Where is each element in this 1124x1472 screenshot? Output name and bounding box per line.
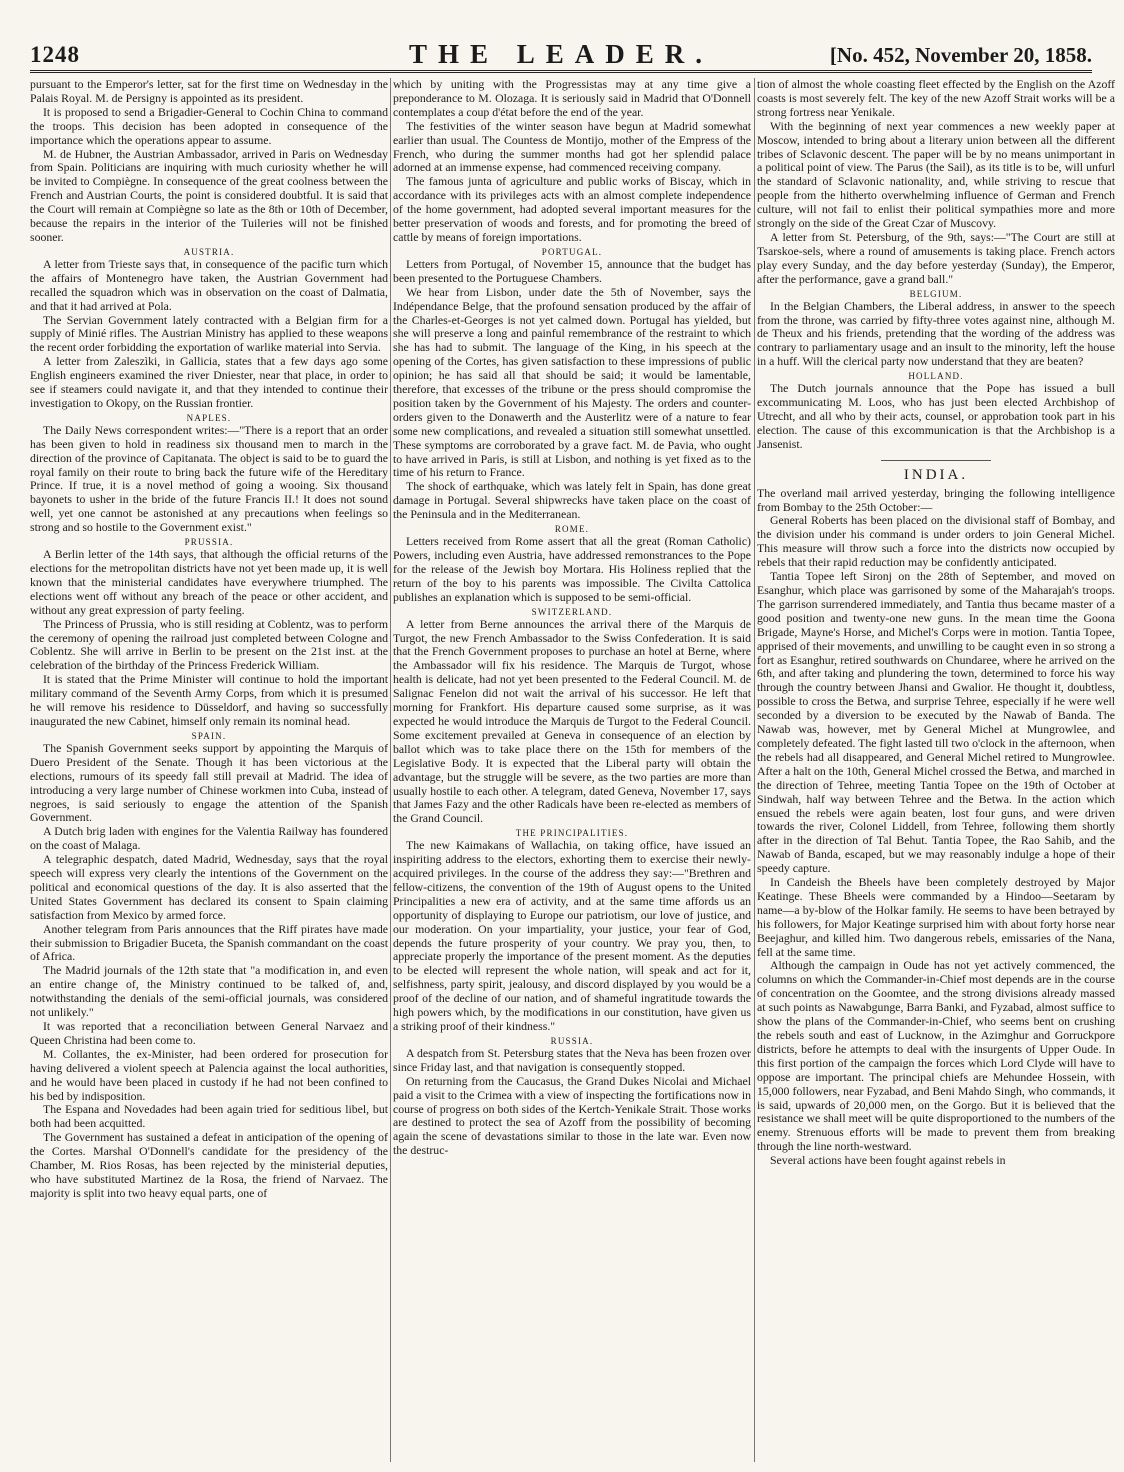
article-paragraph: Another telegram from Paris announces that the Riff pirates have made their submission to Brigadier Buceta, the Spanish commandant on the coast of Africa. [30,921,388,964]
article-paragraph: Several actions have been fought against rebels in [770,1153,1006,1168]
column-rule [754,78,755,1462]
article-paragraph: The Government has sustained a defeat in anticipation of the opening of the Cortes. Marshal O'Donnell's candidate for the presidency of the Chamber, M. Rios Rosas, has been rejected by the ministerial deputies, who have substituted Martinez de la Rosa, the friend of Narvaez. The majority is split into two heavy equal parts, one of [30,1130,388,1200]
section-heading: HOLLAND. [908,371,964,382]
section-heading: AUSTRIA. [183,246,235,257]
column-2 [393,78,751,1462]
page-number: 1248 [30,42,80,67]
article-paragraph: A telegraphic despatch, dated Madrid, Wednesday, says that the royal speech will express very clearly the intentions of the Government on the political and economical questions of the day. It is also asserted that the United States Government has declared its consent to Spain claiming satisfaction from Mexico by armed force. [30,852,388,922]
column-3 [757,78,1115,1462]
paper-title: THE LEADER. [408,39,714,69]
article-paragraph: The Dutch journals announce that the Pope has issued a bull excommunicating M. Loos, who has just been elected Archbishop of Utrecht, and all who by their acts, counsel, or approbation took part in his election. The cause of this excommunication is that the Archbishop is a Jansenist. [757,381,1115,451]
section-divider [881,460,991,461]
article-paragraph: The shock of earthquake, which was lately felt in Spain, has done great damage in Portugal. Several shipwrecks have taken place on the coast of the Peninsula and in the Mediterranean. [393,479,751,522]
article-paragraph: Tantia Topee left Sironj on the 28th of September, and moved on Esanghur, which place was garrisoned by some of the Maharajah's troops. The garrison surrendered immediately, and Tantia thus became master of a good position and twenty-one new guns. In the mean time the Goona Brigade, Mayne's Horse, and Michel's Corps were in motion. Tantia Topee, apprised of their movements, and unwilling to be caught even in so strong a fort as Esanghur, retired southwards on Chundaree, where he arrived on the 6th, and after taking and plundering the town, determined to force his way through the country between Jhansi and Gwalior. He thought it, doubtless, possible to cross the Betwa, and surprise Tehree, especially if he were well seconded by a diversion to be executed by the Nawab of Banda. The Nawab was, however, met by General Michel at Mungrowlee, and completely defeated. The fight lasted till two o'clock in the afternoon, when the rebels had all disappeared, and General Michel retired to Mungrowlee. After a halt on the 10th, General Michel crossed the Betwa, and marched in the direction of Tehree, meeting Tantia Topee on the 19th of October at Sindwah, half way between Tehree and the Betwa. In the action which ensued the rebels were again beaten, lost four guns, and were driven towards the river, Colonel Liddell, from Tehree, following them shortly after in the direction of Tal Behut. Tantia Topee, the Rao Sahib, and the Nawab of Banda, escaped, but we may reasonably indulge a hope of their speedy capture. [757,569,1115,876]
article-paragraph: The festivities of the winter season have begun at Madrid somewhat earlier than usual. The Countess de Montijo, mother of the Empress of the French, who during the summer months had got her splendid palace adorned at an immense expense, had commenced receiving company. [393,118,751,175]
section-heading: BELGIUM. [909,288,963,299]
masthead [30,40,1092,73]
article-paragraph: Although the campaign in Oude has not yet actively commenced, the columns on which the Commander-in-Chief most depends are in the course of concentration on the Goomtee, and the strong divisions already massed at such points as Nawabgunge, Barra Banki, and Fyzabad, almost suffice to show the plans of the Commander-in-Chief, who seems bent on crushing the rebels south and east of Lucknow, in the Azimghur and Gorruckpore districts, before he attempts to deal with the insurgents of Upper Oude. In this first portion of the campaign the forces which Lord Clyde will have to oppose are important. The principal chiefs are Mehundee Hossein, with 15,000 followers, near Fyzabad, and Beni Mahdo Singh, who commands, it is said, upwards of 20,000 men, on the Gorgo. But it is believed that the resistance we shall meet will be quite disproportioned to the numbers of the enemy. Strenuous efforts will be made to prevent them from breaking through the line north-westward. [757,958,1115,1154]
article-paragraph: A despatch from St. Petersburg states that the Neva has been frozen over since Friday last, and that navigation is consequently stopped. [393,1045,751,1074]
section-title: INDIA. [903,466,969,483]
column-1 [30,78,388,1462]
article-paragraph: A letter from Zaleszìki, in Gallicia, states that a few days ago some English engineers examined the river Dniester, near that place, in order to see if steamers could navigate it, and that they intended to continue their investigation to Okopy, on the Russian frontier. [30,354,388,410]
section-heading: THE PRINCIPALITIES. [515,828,629,839]
column-rule [390,78,391,1462]
article-paragraph: Letters received from Rome assert that all the great (Roman Catholic) Powers, including even Austria, have addressed remonstrances to the Pope for the release of the Jewish boy Mortara. His Holiness replied that the return of the boy to his parents was impossible. The Civilta Cattolica publishes an explanation which is supposed to be semi-official. [393,534,751,604]
article-paragraph: which by uniting with the Progressistas may at any time give a preponderance to M. Olozaga. It is seriously said in Madrid that O'Donnell contemplates a coup d'état before the end of the year. [393,78,751,119]
article-paragraph: tion of almost the whole coasting fleet effected by the English on the Azoff coasts is most severely felt. The key of the new Azoff Strait works will be a strong fortress near Yenikale. [757,78,1115,119]
article-paragraph: pursuant to the Emperor's letter, sat for the first time on Wednesday in the Palais Royal. M. de Persigny is appointed as its president. [30,78,388,105]
section-heading: SPAIN. [191,730,227,741]
article-paragraph: We hear from Lisbon, under date the 5th of November, says the Indépendance Belge, that the profound sensation produced by the affair of the Charles-et-Georges is not yet calmed down. Portugal has yielded, but she will preserve a long and painful remembrance of the restraint to which she has had to submit. The language of the King, in his speech at the opening of the Cortes, has given satisfaction to these impressions of public opinion; he has said all that should be said; it would be lamentable, therefore, that excesses of the tribune or the press should compromise the position taken by the Government of his Majesty. The orders and counter-orders given to the Donawerth and the Austerlitz were of a nature to fear some new complications, and revealed a situation still somewhat unsettled. These symptoms are corroborated by a grave fact. M. de Pavia, who ought to have arrived in Paris, is still at Lisbon, and nothing is yet fixed as to the time of his return to France. [393,284,751,480]
article-paragraph: The famous junta of agriculture and public works of Biscay, which in accordance with its privileges acts with an almost complete independence of the home government, had adopted several important measures for the better preservation of woods and forests, and for promoting the breed of cattle by means of foreign importations. [393,174,751,244]
section-heading: PRUSSIA. [184,537,234,548]
article-paragraph: It was reported that a reconciliation between General Narvaez and Queen Christina had been come to. [30,1019,388,1047]
section-heading: RUSSIA. [550,1035,594,1046]
article-paragraph: A Dutch brig laden with engines for the Valentia Railway has foundered on the coast of Malaga. [30,824,388,853]
article-paragraph: The Servian Government lately contracted with a Belgian firm for a supply of Minié rifles. The Austrian Ministry has applied to these weapons the recent order forbidding the exportation of warlike material into Servia. [30,312,388,355]
article-paragraph: On returning from the Caucasus, the Grand Dukes Nicolai and Michael paid a visit to the Crimea with a view of inspecting the fortifications now in course of progress on both sides of the Kertch-Yenikale Strait. Those works are destined to protect the sea of Azoff from the possibility of becoming again the scene of devastations similar to those in the late war. Even now the destruc- [393,1073,751,1158]
article-paragraph: With the beginning of next year commences a new weekly paper at Moscow, intended to bring about a literary union between all the different tribes of Sclavonic descent. The paper will be by no means unimportant in a political point of view. The Parus (the Sail), as its title is to be, will unfurl the standard of Sclavonic nationality, and, while striving to rescue that people from the hitherto overwhelming influence of German and French culture, will not fail to enlist their political sympathies more and more strongly on the side of the Great Czar of Muscovy. [757,118,1115,231]
article-paragraph: It is proposed to send a Brigadier-General to Cochin China to command the troops. This decision has been adopted in consequence of the importance which the operations appear to assume. [30,104,388,147]
article-paragraph: It is stated that the Prime Minister will continue to hold the important military command of the Seventh Army Corps, from which it is presumed he will remove his residence to Düsseldorf, and having so successfully inaugurated the new Cabinet, himself only remain its nominal head. [30,672,388,728]
article-paragraph: The overland mail arrived yesterday, bringing the following intelligence from Bombay to the 25th October:— [757,485,1115,514]
article-paragraph: A letter from St. Petersburg, of the 9th, says:—"The Court are still at Tsarskoe-sels, where a round of amusements is taking place. French actors play every Sunday, and the day before yesterday (Sunday), the Emperor, after the performance, gave a grand ball." [757,229,1115,286]
section-heading: PORTUGAL. [541,246,603,257]
section-heading: ROME. [554,524,590,535]
issue-line: [No. 452, November 20, 1858. [829,43,1092,67]
article-paragraph: The new Kaimakans of Wallachia, on taking office, have issued an inspiriting address to the electors, exhorting them to exercise their newly-acquired privileges. In the course of the address they say:—"Brethren and fellow-citizens, the convention of the 19th of August opens to the United Principalities a new era of activity, and at the same time affords us an opportunity of displaying to Europe our patriotism, our love of justice, and our moderation. On your impartiality, your justice, your fear of God, depends the future prosperity of your country. We pray you, then, to appreciate properly the importance of the present moment. As the deputies to be elected will represent the whole nation, will speak and act for it, selfishness, party spirit, jealousy, and discord displayed by you would be a proof of the decline of our nation, and of shameful ingratitude towards the high powers which, by the modifications in our constitution, have given us a striking proof of their kindness." [393,838,751,1033]
article-paragraph: General Roberts has been placed on the divisional staff of Bombay, and the division under his command is under orders to join General Michel. This measure will throw such a force into the districts now occupied by rebels that their rapid reduction may be confidently anticipated. [757,513,1115,570]
article-paragraph: In Candeish the Bheels have been completely destroyed by Major Keatinge. These Bheels were commanded by a Hindoo—Seetaram by name—a by-blow of the Holkar family. He seems to have been betrayed by his followers, for Major Keatinge surprised him with about forty horse near Beejaghur, and killed him. Two dangerous rebels, emissaries of the Nana, fell at the same time. [757,875,1115,959]
section-heading: SWITZERLAND. [531,606,613,617]
article-paragraph: A letter from Berne announces the arrival there of the Marquis de Turgot, the new French Ambassador to the Swiss Confederation. It is said that the French Government proposes to purchase an hotel at Berne, where the Ambassador will fix his residence. The Marquis de Turgot, whose health is delicate, had not yet been presented to the Federal Council. M. de Salignac Fenelon did not wait the arrival of his successor. He left that morning for Frankfort. His departure caused some surprise, as it was expected he would introduce the Marquis de Turgot to the Federal Council. Some excitement prevailed at Geneva in consequence of an election by ballot which was to take place there on the 15th for members of the Legislative Body. It is expected that the Liberal party will obtain the advantage, but the struggle will be severe, as the two parties are more than usually hostile to each other. A telegram, dated Geneva, November 17, says that James Fazy and the other Radicals have been re-elected as members of the Grand Council. [393,616,751,826]
article-paragraph: A Berlin letter of the 14th says, that although the official returns of the elections for the metropolitan districts have not yet been made up, it is well known that the ministerial candidates have everywhere triumphed. The elections went off without any breach of the peace or other accident, and without any great expression of party feeling. [30,547,388,617]
article-paragraph: A letter from Trieste says that, in consequence of the pacific turn which the affairs of Montenegro have taken, the Austrian Government had recalled the squadron which was in observation on the coast of Dalmatia, and that it had arrived at Pola. [30,256,388,313]
article-paragraph: Letters from Portugal, of November 15, announce that the budget has been presented to the Portuguese Chambers. [393,256,751,285]
article-paragraph: M. de Hubner, the Austrian Ambassador, arrived in Paris on Wednesday from Spain. Politicians are inquiring with much curiosity whether he will be invited to Compiègne. In consequence of the great coolness between the French and Austrian Courts, the point is considered doubtful. It is said that the Court will remain at Compiègne so late as the 8th or 10th of December, because the repairs in the interior of the Tuileries will not be finished sooner. [30,146,388,244]
article-paragraph: The Princess of Prussia, who is still residing at Coblentz, was to perform the ceremony of opening the railroad just completed between Cologne and Coblentz. She will arrive in Berlin to be present on the 21st inst. at the celebration of the birthday of the Princess Frederick William. [30,616,388,673]
article-paragraph: The Madrid journals of the 12th state that "a modification in, and even an entire change of, the Ministry continued to be talked of, and, notwithstanding the denials of the semi-official journals, was considered not unlikely." [30,963,388,1020]
article-paragraph: In the Belgian Chambers, the Liberal address, in answer to the speech from the throne, was carried by fifty-three votes against nine, although M. de Theux and his friends, pretending that the wording of the address was contrary to parliamentary usage and an insult to the minority, left the house in a huff. Will the clerical party now understand that they are beaten? [757,298,1115,369]
section-heading: NAPLES. [186,412,232,423]
article-paragraph: The Spanish Government seeks support by appointing the Marquis of Duero President of the Senate. Though it has been victorious at the elections, rumours of its speedy fall still prevail at Madrid. The idea of introducing a very large number of Chinese workmen into Cuba, instead of negroes, is said seriously to engage the attention of the Spanish Government. [30,740,388,825]
article-paragraph: M. Collantes, the ex-Minister, had been ordered for prosecution for having delivered a violent speech at Palencia against the local authorities, and he would have been placed in custody if he had not been confined to his bed by indisposition. [30,1046,388,1103]
article-paragraph: The Daily News correspondent writes:—"There is a report that an order has been given to hold in readiness six thousand men to march in the direction of the province of Capitanata. The object is said to be to guard the royal family on their route to bring back the future wife of the Hereditary Prince. If true, it is a novel method of going a wooing. Six thousand bayonets to usher in the bride of the future Francis II.! It does not sound well, yet one cannot be astonished at any precautions when feelings so strong and so hostile to the Government exist." [30,422,388,535]
article-paragraph: The Espana and Novedades had been again tried for seditious libel, but both had been acquitted. [30,1102,388,1131]
